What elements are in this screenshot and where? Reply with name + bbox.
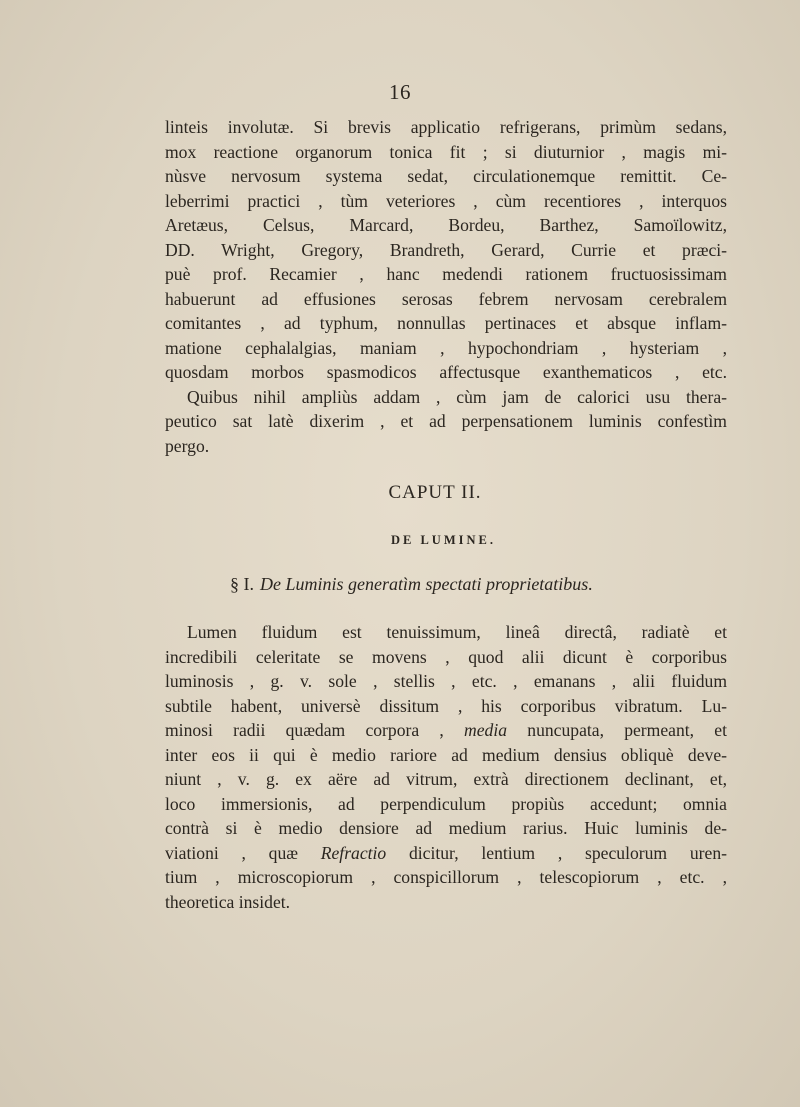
- text-fragment: minosi radii quædam corpora ,: [165, 720, 465, 740]
- section-heading: DE LUMINE.: [390, 533, 496, 547]
- text-line: Aretæus, Celsus, Marcard, Bordeu, Barthez, Samoïlowitz,: [165, 215, 727, 235]
- text-line: Quibus nihil ampliùs addam , cùm jam de calorici usu thera-: [187, 386, 727, 407]
- chapter-title: CAPUT II.: [388, 482, 482, 503]
- text-line: nùsve nervosum systema sedat, circulationemque remittit. Ce-: [165, 166, 727, 186]
- text-line: incredibili celeritate se movens , quod alii dicunt è corporibus: [165, 646, 727, 667]
- text-line: habuerunt ad effusiones serosas febrem nervosam cerebralem: [165, 288, 727, 309]
- text-line: theoretica insidet.: [165, 891, 291, 912]
- text-line: contrà si è medio densiore ad medium rarius. Huic luminis de-: [165, 818, 727, 838]
- italic-term: media: [464, 720, 508, 740]
- text-line: tium , microscopiorum , conspicillorum , telescopiorum , etc. ,: [165, 867, 727, 887]
- text-line: comitantes , ad typhum, nonnullas pertinaces et absque inflam-: [165, 313, 727, 333]
- text-line: puè prof. Recamier , hanc medendi rationem fructuosissimam: [165, 264, 727, 284]
- text-line: mox reactione organorum tonica fit ; si diuturnior , magis mi-: [165, 141, 727, 162]
- text-line: DD. Wright, Gregory, Brandreth, Gerard, Currie et præci-: [165, 239, 727, 260]
- section-symbol: § I.: [230, 574, 254, 594]
- text-line: linteis involutæ. Si brevis applicatio refrigerans, primùm sedans,: [165, 117, 727, 137]
- text-block-lower: [165, 620, 727, 914]
- text-line: loco immersionis, ad perpendiculum propiùs accedunt; omnia: [165, 793, 727, 814]
- text-line: inter eos ii qui è medio rariore ad medium densius obliquè deve-: [165, 744, 727, 765]
- text-line: peutico sat latè dixerim , et ad perpensationem luminis confestìm: [165, 411, 727, 431]
- text-line: niunt , v. g. ex aëre ad vitrum, extrà directionem declinant, et,: [165, 769, 727, 789]
- text-line: quosdam morbos spasmodicos affectusque exanthematicos , etc.: [165, 362, 727, 382]
- subsection-title: De Luminis generatìm spectati proprietatibus.: [260, 574, 593, 594]
- text-line: Lumen fluidum est tenuissimum, lineâ directâ, radiatè et: [187, 622, 727, 642]
- text-line: matione cephalalgias, maniam , hypochondriam , hysteriam ,: [165, 337, 727, 358]
- text-fragment: viationi , quæ: [165, 842, 321, 863]
- text-line-with-italic: [165, 841, 727, 866]
- text-fragment: dicitur, lentium , speculorum uren-: [386, 842, 727, 863]
- text-line: subtile habent, universè dissitum , his corporibus vibratum. Lu-: [165, 695, 727, 716]
- subsection-heading: [230, 574, 593, 595]
- text-line-with-italic: [165, 718, 727, 743]
- page-number: 16: [389, 80, 411, 104]
- italic-term: Refractio: [320, 842, 387, 863]
- text-fragment: nuncupata, permeant, et: [507, 720, 727, 740]
- text-line: pergo.: [165, 435, 210, 456]
- text-line: leberrimi practici , tùm veteriores , cùm recentiores , interquos: [165, 190, 727, 211]
- text-block-upper: [165, 115, 727, 458]
- text-line: luminosis , g. v. sole , stellis , etc. , emanans , alii fluidum: [165, 671, 727, 691]
